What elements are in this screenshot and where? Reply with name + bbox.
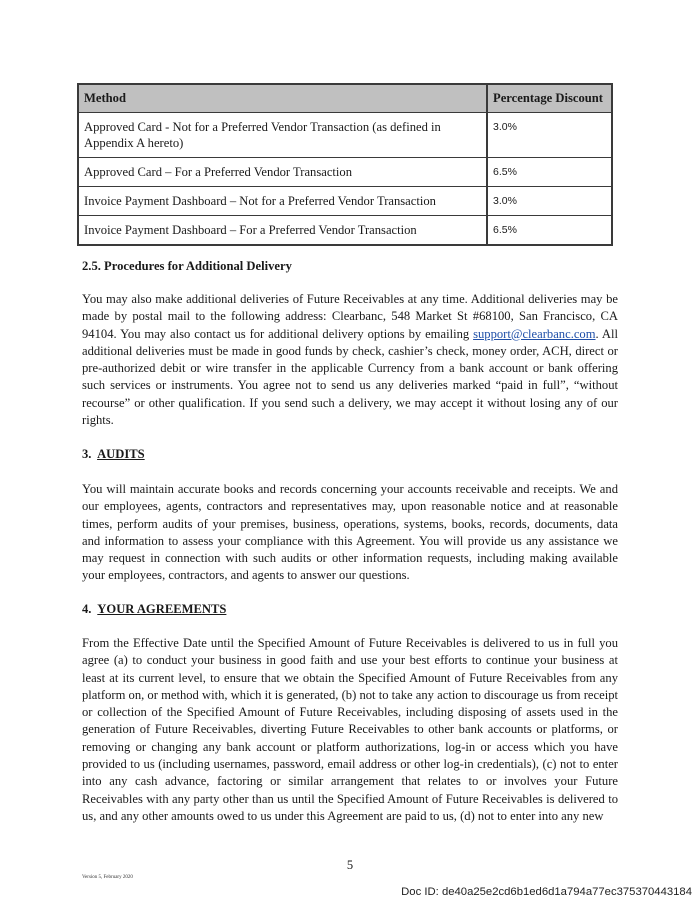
section-2-5-body bbox=[82, 291, 618, 429]
discount-cell: 6.5% bbox=[487, 158, 612, 187]
discount-table bbox=[77, 83, 613, 246]
section-4-body: From the Effective Date until the Specified Amount of Future Receivables is delivered to us in full you agree (a) to conduct your business in good faith and use your best efforts to continue your business at least at its current level, to ensure that we obtain the Specified Amount of Future Receivables from any platform on, or method with, which it is generated, (b) not to take any action to discourage us from receipt or collection of the Specified Amount of Future Receivables, including disposing of assets used in the generation of Future Receivables, diverting Future Receivables to other bank accounts or platforms, or removing or changing any bank account or platform authorizations, log-in or access which you have provided to us (including usernames, password, email address or other log-in credentials), (c) not to enter into any cash advance, factoring or similar arrangement that relates to or involves your Future Receivables with any party other than us until the Specified Amount of Future Receivables is delivered to us, and any other amounts owed to us under this Agreement are paid to us, (d) not to enter into any new bbox=[82, 636, 618, 823]
section-4-title: YOUR AGREEMENTS bbox=[97, 602, 227, 616]
method-cell: Approved Card - Not for a Preferred Vendor Transaction (as defined in Appendix A hereto) bbox=[78, 113, 487, 158]
section-2-5-text-end: . All additional deliveries must be made in good funds by check, cashier’s check, money order, ACH, direct or pre-authorized debit or wire transfer in the applicable Currency from a bank account or bank offering such services or instruments. You agree not to send us any deliveries marked “paid in full”, “without recourse” or other qualification. If you send such a delivery, we may accept it without losing any of our rights. bbox=[82, 326, 618, 428]
section-3-title: AUDITS bbox=[97, 447, 145, 461]
discount-cell: 3.0% bbox=[487, 113, 612, 158]
method-cell: Invoice Payment Dashboard – Not for a Preferred Vendor Transaction bbox=[78, 187, 487, 216]
table-row bbox=[78, 187, 612, 216]
method-cell: Approved Card – For a Preferred Vendor Transaction bbox=[78, 158, 487, 187]
table-row bbox=[78, 113, 612, 158]
section-4-number: 4. bbox=[82, 602, 92, 616]
table-row bbox=[78, 216, 612, 246]
section-3-body: You will maintain accurate books and records concerning your accounts receivable and receipts. We and our employees, agents, contractors and representatives may, upon reasonable notice and at reasonable times, perform audits of your premises, business, operations, systems, books, records, documents, data and information to assess your compliance with this Agreement. You will provide us any assistance we may request in connection with such audits or other information requests, including making available your employees, contractors, and agents to answer our questions. bbox=[82, 482, 618, 583]
section-4-heading bbox=[82, 602, 618, 617]
discount-cell: 3.0% bbox=[487, 187, 612, 216]
support-email-link[interactable]: support@clearbanc.com bbox=[473, 326, 596, 341]
table-header-row bbox=[78, 84, 612, 113]
page-number: 5 bbox=[346, 858, 354, 872]
discount-cell: 6.5% bbox=[487, 216, 612, 246]
section-3-number: 3. bbox=[82, 447, 92, 461]
doc-id: Doc ID: de40a25e2cd6b1ed6d1a794a77ec375370443184 bbox=[401, 886, 692, 898]
section-3-heading bbox=[82, 447, 618, 462]
column-header-percentage-discount: Percentage Discount bbox=[487, 84, 612, 113]
table-row bbox=[78, 158, 612, 187]
column-header-method: Method bbox=[78, 84, 487, 113]
version-label: Version 5, February 2020 bbox=[82, 875, 133, 880]
section-2-5-text-start: You may also make additional deliveries of Future Receivables at any time. Additional deliveries may be made by postal mail to the following address: Clearbanc, 548 Market St #68100, San Francisco, CA 94104. You may also contact us for additional delivery options by emailing bbox=[82, 292, 618, 341]
method-cell: Invoice Payment Dashboard – For a Preferred Vendor Transaction bbox=[78, 216, 487, 246]
section-2-5-heading: 2.5. Procedures for Additional Delivery bbox=[82, 259, 292, 273]
